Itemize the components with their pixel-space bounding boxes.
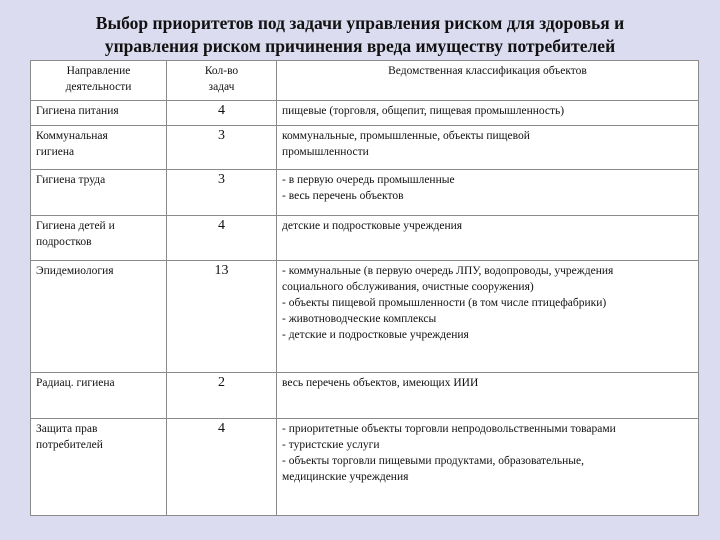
table-header-row — [31, 61, 699, 101]
header-classification — [277, 61, 699, 101]
cell-text: - весь перечень объектов — [282, 190, 404, 202]
table-row — [31, 170, 699, 216]
objects-cell — [277, 419, 699, 516]
cell-text: - коммунальные (в первую очередь ЛПУ, водопроводы, учреждения — [282, 265, 614, 277]
cell-text: гигиена — [36, 146, 75, 158]
cell-text: подростков — [36, 236, 92, 248]
cell-text: Гигиена труда — [36, 174, 106, 186]
cell-text: весь перечень объектов, имеющих ИИИ — [282, 377, 479, 389]
table-row — [31, 261, 699, 373]
table-row — [31, 216, 699, 261]
table-row — [31, 419, 699, 516]
direction-cell — [31, 170, 167, 216]
title-line-1: Выбор приоритетов под задачи управления риском для здоровья и — [95, 13, 625, 33]
cell-text: детские и подростковые учреждения — [282, 220, 463, 232]
direction-cell — [31, 126, 167, 170]
cell-text: Защита прав — [36, 423, 98, 435]
header-count — [167, 61, 277, 101]
objects-cell — [277, 373, 699, 419]
cell-text: - объекты торговли пищевыми продуктами, образовательные, — [282, 455, 585, 467]
count-cell: 4 — [167, 101, 277, 126]
direction-cell — [31, 216, 167, 261]
direction-cell — [31, 419, 167, 516]
cell-text: - детские и подростковые учреждения — [282, 329, 469, 341]
cell-text: - в первую очередь промышленные — [282, 174, 455, 186]
table-row — [31, 373, 699, 419]
priorities-table — [30, 60, 699, 516]
cell-text: - туристские услуги — [282, 439, 380, 451]
title-line-2: управления риском причинения вреда имуществу потребителей — [104, 36, 616, 56]
cell-text: Радиац. гигиена — [36, 377, 115, 389]
objects-cell — [277, 261, 699, 373]
cell-text: коммунальные, промышленные, объекты пищевой — [282, 130, 530, 142]
cell-text: - приоритетные объекты торговли непродовольственными товарами — [282, 423, 616, 435]
header-direction — [31, 61, 167, 101]
cell-text: - животноводческие комплексы — [282, 313, 437, 325]
count-cell: 3 — [167, 170, 277, 216]
table-row — [31, 101, 699, 126]
cell-text: Гигиена питания — [36, 105, 119, 117]
table-row — [31, 126, 699, 170]
direction-cell — [31, 101, 167, 126]
objects-cell — [277, 101, 699, 126]
header-text: деятельности — [65, 81, 132, 93]
cell-text: пищевые (торговля, общепит, пищевая промышленность) — [282, 105, 565, 117]
direction-cell — [31, 373, 167, 419]
cell-text: Коммунальная — [36, 130, 108, 142]
header-text: Ведомственная классификация объектов — [388, 65, 587, 77]
count-cell: 3 — [167, 126, 277, 170]
objects-cell — [277, 216, 699, 261]
slide-title — [0, 12, 720, 58]
cell-text: социального обслуживания, очистные сооружения) — [282, 281, 534, 293]
count-cell: 2 — [167, 373, 277, 419]
cell-text: - объекты пищевой промышленности (в том числе птицефабрики) — [282, 297, 607, 309]
cell-text: потребителей — [36, 439, 103, 451]
count-cell: 4 — [167, 216, 277, 261]
header-text: Направление — [66, 65, 131, 77]
header-text: Кол-во — [204, 65, 239, 77]
count-cell: 13 — [167, 261, 277, 373]
header-text: задач — [208, 81, 235, 93]
direction-cell — [31, 261, 167, 373]
count-cell: 4 — [167, 419, 277, 516]
cell-text: медицинские учреждения — [282, 471, 409, 483]
cell-text: Гигиена детей и — [36, 220, 115, 232]
cell-text: Эпидемиология — [36, 265, 114, 277]
objects-cell — [277, 170, 699, 216]
cell-text: промышленности — [282, 146, 369, 158]
objects-cell — [277, 126, 699, 170]
